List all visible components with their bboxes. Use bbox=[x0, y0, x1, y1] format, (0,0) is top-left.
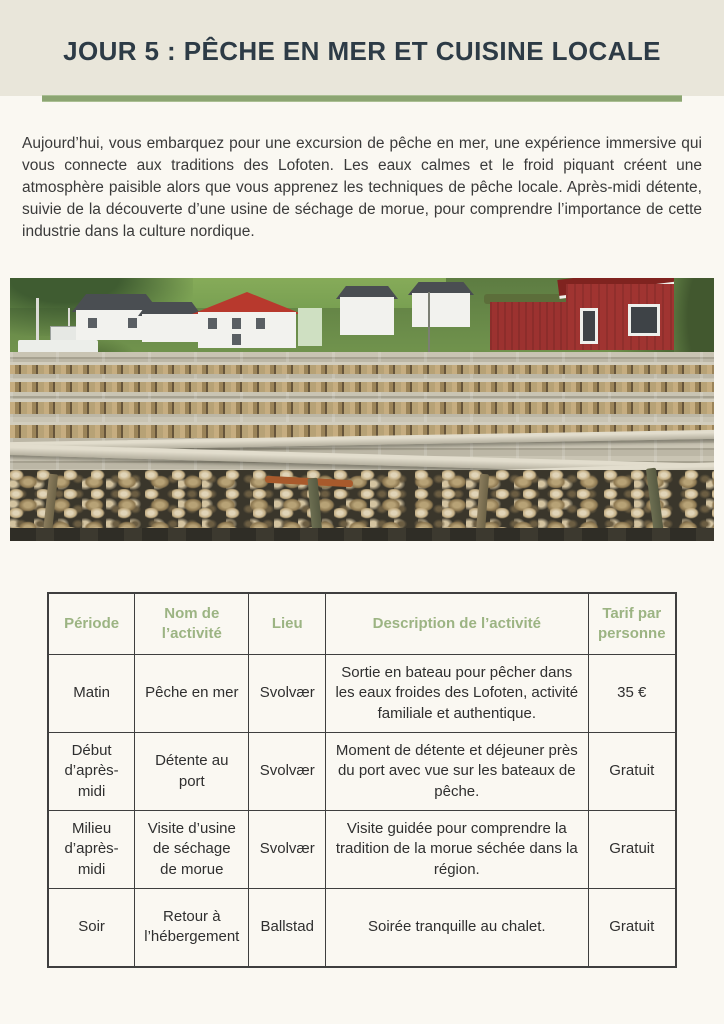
house-window bbox=[232, 334, 241, 345]
fish-row bbox=[10, 362, 714, 374]
hanging-stockfish-cluster bbox=[10, 470, 714, 532]
red-house-door bbox=[580, 308, 598, 344]
house-window bbox=[88, 318, 97, 328]
cell-periode: Matin bbox=[48, 655, 135, 733]
house-window bbox=[256, 318, 265, 329]
cell-lieu: Ballstad bbox=[249, 889, 326, 967]
white-house bbox=[412, 293, 470, 327]
green-gable-house bbox=[298, 308, 322, 346]
cell-activite: Détente au port bbox=[135, 733, 249, 811]
cell-activite: Visite d’usine de séchage de morue bbox=[135, 811, 249, 889]
table-row bbox=[48, 811, 676, 889]
stockfish-drying-racks-photo bbox=[10, 278, 714, 541]
cell-tarif: Gratuit bbox=[588, 889, 676, 967]
cell-lieu: Svolvær bbox=[249, 733, 326, 811]
cell-description: Visite guidée pour comprendre la tradition de la morue séchée dans la région. bbox=[326, 811, 589, 889]
table-header-row bbox=[48, 593, 676, 655]
cell-tarif: Gratuit bbox=[588, 811, 676, 889]
cell-description: Soirée tranquille au chalet. bbox=[326, 889, 589, 967]
cell-tarif: Gratuit bbox=[588, 733, 676, 811]
fish-row bbox=[10, 399, 714, 414]
cell-periode: Milieu d’après-midi bbox=[48, 811, 135, 889]
column-header-periode: Période bbox=[48, 593, 135, 655]
table-row bbox=[48, 733, 676, 811]
white-house bbox=[142, 314, 198, 342]
column-header-lieu: Lieu bbox=[249, 593, 326, 655]
red-house-window bbox=[628, 304, 660, 336]
white-house bbox=[340, 297, 394, 335]
cell-description: Moment de détente et déjeuner près du port avec vue sur les bateaux de pêche. bbox=[326, 733, 589, 811]
white-sack-pile bbox=[98, 330, 150, 354]
house-window bbox=[208, 318, 217, 329]
column-header-nom-activite: Nom de l’activité bbox=[135, 593, 249, 655]
fish-row bbox=[10, 379, 714, 392]
red-rorbu-house bbox=[566, 284, 680, 350]
red-cabin bbox=[490, 302, 568, 350]
house-window bbox=[128, 318, 137, 328]
cell-lieu: Svolvær bbox=[249, 655, 326, 733]
page-title: JOUR 5 : PÊCHE EN MER ET CUISINE LOCALE bbox=[63, 35, 661, 66]
table-row bbox=[48, 889, 676, 967]
table-row bbox=[48, 655, 676, 733]
cell-activite: Retour à l’hébergement bbox=[135, 889, 249, 967]
red-roof-house bbox=[198, 312, 296, 348]
page-header-band bbox=[0, 0, 724, 96]
cell-periode: Soir bbox=[48, 889, 135, 967]
column-header-description: Description de l’activité bbox=[326, 593, 589, 655]
green-divider bbox=[42, 96, 682, 101]
column-header-tarif: Tarif par personne bbox=[588, 593, 676, 655]
house-window bbox=[232, 318, 241, 329]
intro-paragraph: Aujourd’hui, vous embarquez pour une excursion de pêche en mer, une expérience immersive qui vous connecte aux traditions des Lofoten. Les eaux calmes et le froid piquant créent une atmosphère paisible alors que vous apprenez les techniques de pêche locale. Après-midi détente, suivie de la découverte d’une usine de séchage de morue, pour comprendre l’importance de cette industrie dans la culture nordique. bbox=[22, 135, 702, 240]
cell-tarif: 35 € bbox=[588, 655, 676, 733]
activity-table bbox=[47, 592, 677, 968]
rocky-ground bbox=[10, 528, 714, 541]
cell-periode: Début d’après-midi bbox=[48, 733, 135, 811]
cell-description: Sortie en bateau pour pêcher dans les eaux froides des Lofoten, activité familiale et authentique. bbox=[326, 655, 589, 733]
cell-activite: Pêche en mer bbox=[135, 655, 249, 733]
cell-lieu: Svolvær bbox=[249, 811, 326, 889]
